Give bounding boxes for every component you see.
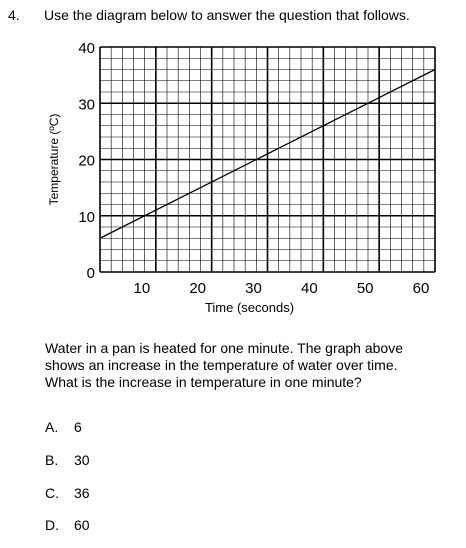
y-tick-label: 10 xyxy=(78,208,95,226)
prompt-line: shows an increase in the temperature of water over time. xyxy=(45,357,398,373)
prompt-line: What is the increase in temperature in one minute? xyxy=(45,374,362,390)
question-number: 4. xyxy=(8,7,20,23)
question-prompt xyxy=(45,340,455,391)
choice-letter: A. xyxy=(45,419,59,435)
choice-a[interactable] xyxy=(45,419,82,435)
x-tick-label: 60 xyxy=(412,280,430,297)
choice-text: 60 xyxy=(74,517,90,533)
choice-text: 6 xyxy=(74,419,82,435)
choice-c[interactable] xyxy=(45,485,90,501)
choice-letter: C. xyxy=(45,485,59,501)
y-tick-label: 40 xyxy=(78,40,95,57)
x-tick-label: 40 xyxy=(300,280,318,297)
x-tick-label: 50 xyxy=(356,280,374,297)
choice-text: 36 xyxy=(74,485,90,501)
choice-b[interactable] xyxy=(45,452,90,468)
y-tick-label: 20 xyxy=(78,152,95,170)
choice-letter: B. xyxy=(45,452,59,468)
choice-letter: D. xyxy=(45,517,59,533)
x-axis-label: Time (seconds) xyxy=(204,300,295,315)
choice-d[interactable] xyxy=(45,517,90,533)
y-tick-label: 0 xyxy=(86,265,95,282)
x-tick-label: 30 xyxy=(245,280,262,297)
x-tick-label: 20 xyxy=(189,280,207,297)
question-instruction: Use the diagram below to answer the question that follows. xyxy=(44,7,410,23)
y-axis-label: Temperature (ºC) xyxy=(47,113,61,206)
prompt-line: Water in a pan is heated for one minute. The graph above xyxy=(45,340,404,356)
x-tick-label: 10 xyxy=(133,280,151,297)
choice-text: 30 xyxy=(74,452,90,468)
y-tick-label: 30 xyxy=(78,96,95,114)
